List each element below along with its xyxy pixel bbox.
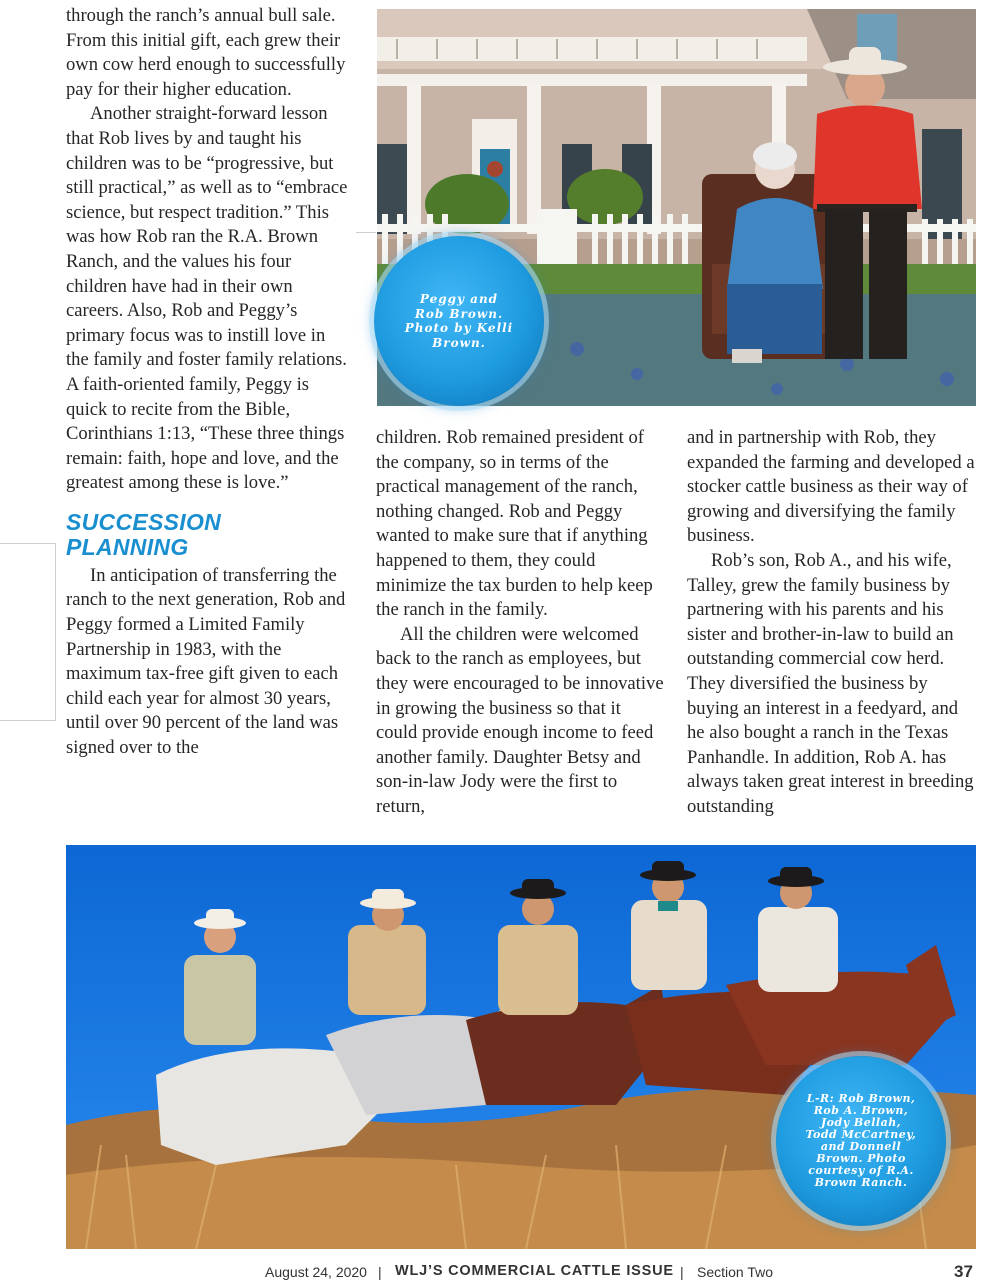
paragraph: All the children were welcomed back to the ranch as employees, but they were encouraged to be innovative in growing the business so that it could provide enough income to feed another family. Daughter Betsy and son-in-law Jody were the first to return, [376, 623, 664, 817]
footer-section: Section Two [697, 1264, 774, 1280]
margin-rule [356, 232, 376, 233]
footer-publication: WLJ’S COMMERCIAL CATTLE ISSUE [395, 1263, 674, 1279]
photo-caption: Peggy and Rob Brown. Photo by Kelli Brown. [404, 292, 514, 350]
footer-date: August 24, 2020 [265, 1264, 367, 1280]
section-heading-line: PLANNING [66, 533, 189, 560]
footer-separator: | [680, 1264, 684, 1280]
page-footer [0, 1262, 1000, 1282]
margin-rule [55, 543, 56, 721]
page-number: 37 [954, 1262, 973, 1281]
paragraph: Rob’s son, Rob A., and his wife, Talley, grew the family business by partnering with his parents and his sister and brother-in-law to build an outstanding commercial cow herd. They diversified the business by buying an interest in a feedyard, and he also bought a ranch in the Texas Panhandle. In addition, Rob A. has always taken great interest in breeding outstanding [687, 549, 974, 817]
paragraph: In anticipation of transferring the ranch to the next generation, Rob and Peggy formed a Limited Family Partnership in 1983, with the maximum tax-free gift given to each child each year for almost 30 years, until over 90 percent of the land was signed over to the [66, 564, 346, 759]
paragraph: and in partnership with Rob, they expanded the farming and developed a stocker cattle business as their way of growing and diversifying the family business. [687, 427, 975, 547]
section-heading-line: SUCCESSION [66, 508, 222, 535]
caption-badge [776, 1056, 946, 1226]
footer-separator: | [378, 1264, 382, 1280]
margin-rule [0, 720, 55, 721]
margin-rule [0, 543, 55, 544]
text-column-3 [687, 426, 977, 820]
photo-caption: L-R: Rob Brown, Rob A. Brown, Jody Bellah, Todd McCartney, and Donnell Brown. Photo courtesy of R.A. Brown Ranch. [805, 1092, 917, 1189]
text-column-1 [66, 4, 350, 761]
paragraph: children. Rob remained president of the company, so in terms of the practical management of the ranch, nothing changed. Rob and Peggy wanted to make sure that if anything happened to them, they could minimize the tax burden to help keep the ranch in the family. [376, 427, 653, 621]
paragraph: Another straight-forward lesson that Rob lives by and taught his children was to be “progressive, but still practical,” as well as to “embrace science, but respect tradition.” This was how Rob ran the R.A. Brown Ranch, and the values his four children have had in their own careers. Also, Rob and Peggy’s primary focus was to instill love in the family and foster family relations. A faith-oriented family, Peggy is quick to recite from the Bible, Corinthians 1:13, “These three things remain: faith, hope and love, and the greatest among these is love.” [66, 103, 348, 494]
text-column-2 [376, 426, 666, 820]
paragraph: through the ranch’s annual bull sale. From this initial gift, each grew their own cow herd enough to successfully pay for their higher education. [66, 5, 346, 100]
caption-badge [374, 236, 544, 406]
section-heading [66, 510, 350, 560]
